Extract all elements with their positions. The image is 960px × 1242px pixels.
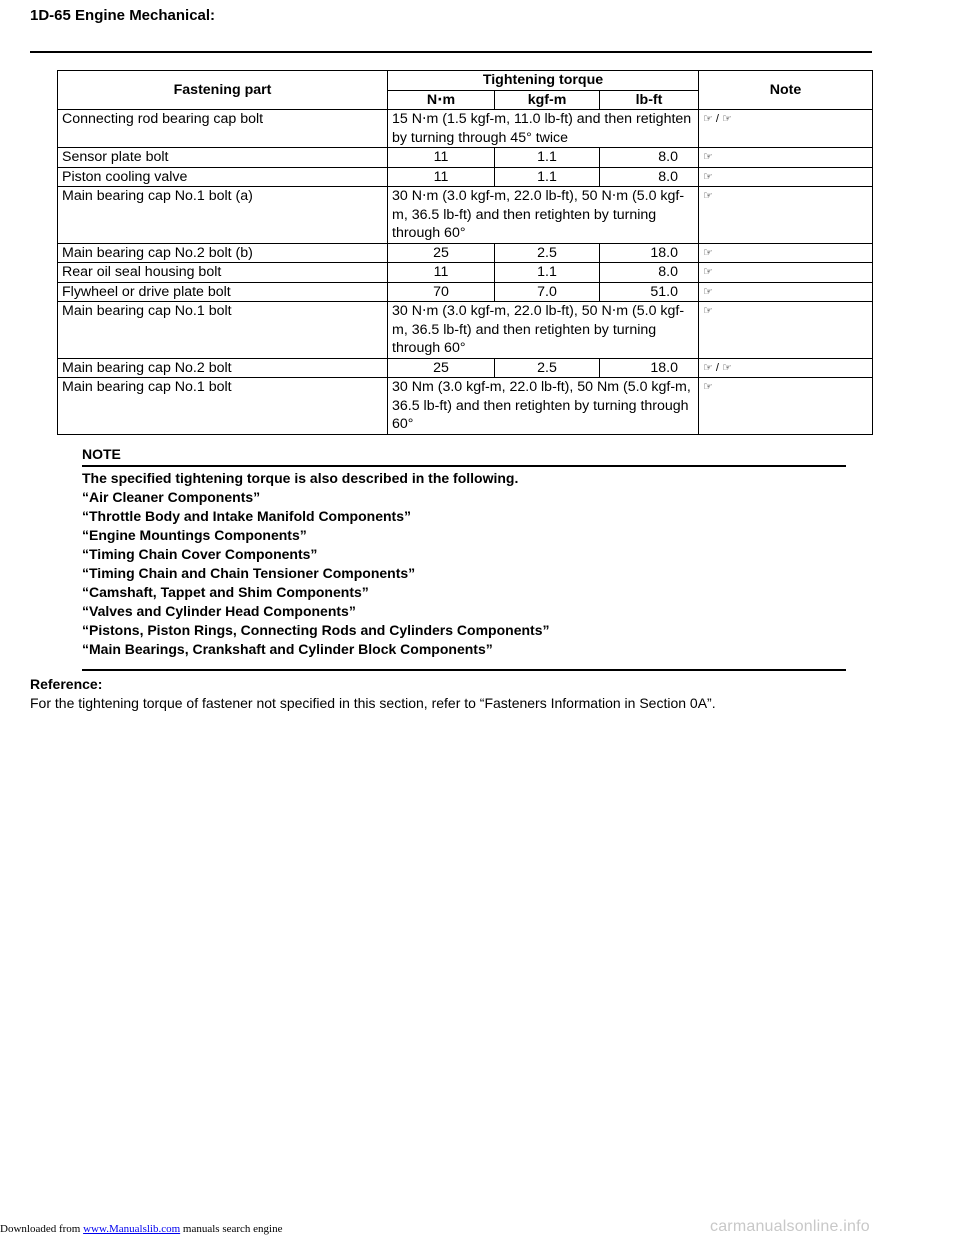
lbft-cell: 51.0 xyxy=(600,282,699,302)
download-footer xyxy=(0,1222,282,1236)
table-row xyxy=(58,378,873,435)
note-icon-cell[interactable]: ☞ xyxy=(699,243,873,263)
nm-cell: 70 xyxy=(388,282,495,302)
part-cell: Flywheel or drive plate bolt xyxy=(58,282,388,302)
table-row xyxy=(58,167,873,187)
note-icon-cell[interactable]: ☞ xyxy=(699,148,873,168)
torque-merged-cell: 15 N⋅m (1.5 kgf-m, 11.0 lb-ft) and then retighten by turning through 45° twice xyxy=(388,110,699,148)
note-block xyxy=(82,445,846,671)
col-note-header: Note xyxy=(699,71,873,110)
nm-cell: 25 xyxy=(388,243,495,263)
table-row xyxy=(58,358,873,378)
reference-title: Reference: xyxy=(30,676,103,692)
header-rule xyxy=(30,51,872,53)
note-icon-cell[interactable]: ☞ xyxy=(699,282,873,302)
note-rule-bottom xyxy=(82,669,846,671)
table-row xyxy=(58,148,873,168)
page-header: 1D-65 Engine Mechanical: xyxy=(30,7,216,24)
part-cell: Main bearing cap No.1 bolt xyxy=(58,302,388,359)
table-row xyxy=(58,302,873,359)
table-row xyxy=(58,187,873,244)
note-line: “Valves and Cylinder Head Components” xyxy=(82,603,356,619)
note-line: “Air Cleaner Components” xyxy=(82,489,261,505)
nm-cell: 11 xyxy=(388,263,495,283)
note-line: “Pistons, Piston Rings, Connecting Rods and Cylinders Components” xyxy=(82,622,550,638)
col-kgfm-header: kgf-m xyxy=(495,90,600,110)
note-line: “Camshaft, Tappet and Shim Components” xyxy=(82,584,369,600)
kgfm-cell: 1.1 xyxy=(495,167,600,187)
note-icon-cell[interactable]: ☞ xyxy=(699,378,873,435)
table-row xyxy=(58,243,873,263)
note-rule-top xyxy=(82,465,846,467)
nm-cell: 11 xyxy=(388,148,495,168)
note-icon-cell[interactable]: ☞ / ☞ xyxy=(699,110,873,148)
torque-merged-cell: 30 Nm (3.0 kgf-m, 22.0 lb-ft), 50 Nm (5.0 kgf-m, 36.5 lb-ft) and then retighten by turning through 60° xyxy=(388,378,699,435)
table-row xyxy=(58,263,873,283)
kgfm-cell: 7.0 xyxy=(495,282,600,302)
note-title: NOTE xyxy=(82,446,121,462)
col-nm-header: N⋅m xyxy=(388,90,495,110)
lbft-cell: 18.0 xyxy=(600,243,699,263)
note-icon-cell[interactable]: ☞ xyxy=(699,302,873,359)
lbft-cell: 18.0 xyxy=(600,358,699,378)
note-line: “Throttle Body and Intake Manifold Components” xyxy=(82,508,411,524)
part-cell: Main bearing cap No.2 bolt xyxy=(58,358,388,378)
reference-text: For the tightening torque of fastener not specified in this section, refer to “Fasteners Information in Section 0A”. xyxy=(30,695,716,711)
note-line: “Main Bearings, Crankshaft and Cylinder Block Components” xyxy=(82,641,493,657)
part-cell: Main bearing cap No.1 bolt xyxy=(58,378,388,435)
nm-cell: 11 xyxy=(388,167,495,187)
note-line: “Timing Chain Cover Components” xyxy=(82,546,318,562)
table-row xyxy=(58,110,873,148)
lbft-cell: 8.0 xyxy=(600,167,699,187)
part-cell: Main bearing cap No.2 bolt (b) xyxy=(58,243,388,263)
torque-table xyxy=(57,70,873,435)
lbft-cell: 8.0 xyxy=(600,263,699,283)
table-row xyxy=(58,282,873,302)
col-lbft-header: lb-ft xyxy=(600,90,699,110)
note-icon-cell[interactable]: ☞ / ☞ xyxy=(699,358,873,378)
col-torque-header: Tightening torque xyxy=(388,71,699,91)
torque-merged-cell: 30 N⋅m (3.0 kgf-m, 22.0 lb-ft), 50 N⋅m (5.0 kgf-m, 36.5 lb-ft) and then retighten by turning through 60° xyxy=(388,187,699,244)
note-icon-cell[interactable]: ☞ xyxy=(699,167,873,187)
note-line: “Timing Chain and Chain Tensioner Components” xyxy=(82,565,416,581)
nm-cell: 25 xyxy=(388,358,495,378)
torque-merged-cell: 30 N⋅m (3.0 kgf-m, 22.0 lb-ft), 50 N⋅m (5.0 kgf-m, 36.5 lb-ft) and then retighten by turning through 60° xyxy=(388,302,699,359)
part-cell: Rear oil seal housing bolt xyxy=(58,263,388,283)
part-cell: Sensor plate bolt xyxy=(58,148,388,168)
note-line: “Engine Mountings Components” xyxy=(82,527,307,543)
part-cell: Piston cooling valve xyxy=(58,167,388,187)
lbft-cell: 8.0 xyxy=(600,148,699,168)
reference-block xyxy=(30,675,890,713)
kgfm-cell: 1.1 xyxy=(495,148,600,168)
note-line: The specified tightening torque is also described in the following. xyxy=(82,470,519,486)
footer-prefix: Downloaded from xyxy=(0,1223,84,1235)
note-icon-cell[interactable]: ☞ xyxy=(699,263,873,283)
part-cell: Main bearing cap No.1 bolt (a) xyxy=(58,187,388,244)
kgfm-cell: 1.1 xyxy=(495,263,600,283)
col-fastening-header: Fastening part xyxy=(58,71,388,110)
kgfm-cell: 2.5 xyxy=(495,358,600,378)
kgfm-cell: 2.5 xyxy=(495,243,600,263)
part-cell: Connecting rod bearing cap bolt xyxy=(58,110,388,148)
footer-suffix: manuals search engine xyxy=(180,1223,283,1235)
watermark: carmanualsonline.info xyxy=(710,1218,870,1235)
manualslib-link[interactable]: www.Manualslib.com xyxy=(83,1223,181,1235)
note-icon-cell[interactable]: ☞ xyxy=(699,187,873,244)
